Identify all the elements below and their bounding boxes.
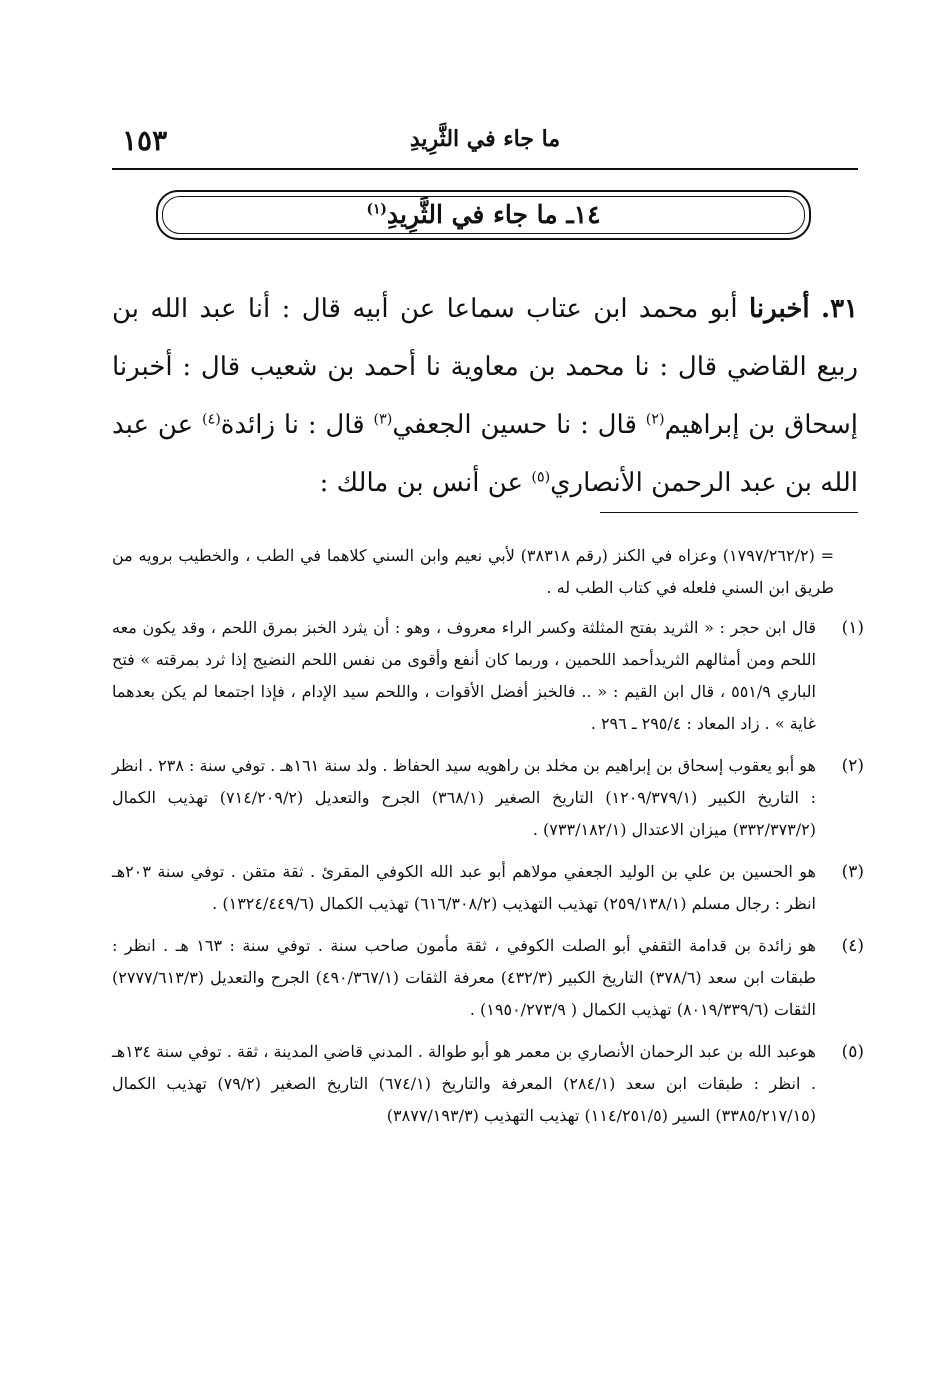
hadith-lead-word: أخبرنا <box>748 294 810 324</box>
footnote-ref-3: (٣) <box>373 411 393 428</box>
footnote-ref-2: (٢) <box>645 411 665 428</box>
footnote-continuation: = (١٧٩٧/٢٦٢/٢) وعزاه في الكنز (رقم ٣٨٣١٨) لأبي نعيم وابن السني كلاهما في الطب ، والخطيب برويه من طريق ابن السني فلعله في كتاب الطب له . <box>112 546 834 597</box>
footnote-text: هو الحسين بن علي بن الوليد الجعفي مولاهم أبو عبد الله الكوفي المقرئ . ثقة متقن . توفي سنة ٢٠٣هـ انظر : رجال مسلم (٢٥٩/١٣٨/١) تهذيب التهذيب (٦١٦/٣٠٨/٢) تهذيب الكمال (١٣٢٤/٤٤٩/٦) . <box>112 862 816 913</box>
chapter-title-box <box>156 190 811 240</box>
hadith-part: عن أنس بن مالك : <box>319 468 532 498</box>
hadith-part: أبو محمد ابن عتاب سماعا عن أبيه قال : أنا عبد الله بن ربيع القاضي قال : نا محمد بن معاوية نا أحمد بن شعيب قال : أخبرنا إسحاق بن إبراهيم <box>112 294 858 440</box>
hadith-number: ٣١. <box>821 294 858 324</box>
footnote-text: هو زائدة بن قدامة الثقفي أبو الصلت الكوفي ، ثقة مأمون صاحب سنة . توفي سنة : ١٦٣ هـ . انظر : طبقات ابن سعد (٣٧٨/٦) التاريخ الكبير (٤٣٢/٣) معرفة الثقات (٤٩٠/٣٦٧/١) الجرح والتعديل (٢٧٧٧/٦١٣/٣) الثقات (٨٠١٩/٣٣٩/٦) تهذيب الكمال ( ١٩٥٠/٢٧٣/٩) . <box>112 936 817 1019</box>
chapter-title-text: ١٤ـ ما جاء في الثَّرِيدِ <box>386 200 601 229</box>
chapter-title <box>366 200 600 229</box>
footnote-item <box>112 930 862 1026</box>
footnotes <box>112 540 862 1142</box>
header-divider <box>112 168 858 170</box>
footnote-text: هو أبو يعقوب إسحاق بن إبراهيم بن مخلد بن راهويه سيد الحفاظ . ولد سنة ١٦١هـ . توفي سنة : ٢٣٨ . انظر : التاريخ الكبير (١٢٠٩/٣٧٩/١) التاريخ الصغير (٣٦٨/١) الجرح والتعديل (٧١٤/٢٠٩/٢) تهذيب الكمال (٣٣٢/٣٧٣/٢) ميزان الاعتدال (٧٣٣/١٨٢/١) . <box>112 756 817 839</box>
running-title: ما جاء في الثَّرِيدِ <box>409 126 561 152</box>
footnote-number: (٢) <box>841 756 864 776</box>
footnote-number: (٥) <box>841 1042 864 1062</box>
footnote-item <box>112 856 862 920</box>
footnote-text: هوعبد الله بن عبد الرحمان الأنصاري بن معمر هو أبو طوالة . المدني قاضي المدينة ، ثقة . توفي سنة ١٣٤هـ . انظر : طبقات ابن سعد (٢٨٤/١) المعرفة والتاريخ (٦٧٤/١) التاريخ الصغير (٧٩/٢) تهذيب الكمال (٣٣٨٥/٢١٧/١٥) السير (١١٤/٢٥١/٥) تهذيب التهذيب (٣٨٧٧/١٩٣/٣) <box>112 1042 817 1125</box>
footnote-item <box>112 750 862 846</box>
footnote-divider <box>600 512 858 513</box>
running-header <box>112 122 858 164</box>
footnote-item <box>112 1036 862 1132</box>
footnote-number: (١) <box>841 618 864 638</box>
hadith-part: قال : نا حسين الجعفي <box>392 410 646 440</box>
footnote-number: (٤) <box>841 936 864 956</box>
hadith-text <box>112 280 858 512</box>
footnote-number: (٣) <box>841 862 864 882</box>
page-number: ١٥٣ <box>122 124 168 157</box>
footnote-ref-1: (١) <box>366 201 387 218</box>
hadith-part: عن عبد الله بن عبد الرحمن الأنصاري <box>112 410 858 498</box>
footnote-text: قال ابن حجر : « الثريد بفتح المثلثة وكسر الراء معروف ، وهو : أن يثرد الخبز بمرق اللحم ، وقد يكون معه اللحم ومن أمثالهم الثريدأحمد اللحمين ، وربما كان أنفع وأقوى من نفس اللحم النضيج إذا ثرد بمرقته » فتح الباري ٥٥١/٩ ، قال ابن القيم : « .. فالخبز أفضل الأقوات ، واللحم سيد الإدام ، فإذا اجتمعا لم يكن بعدهما غاية » . زاد المعاد : ٢٩٥/٤ ـ ٢٩٦ . <box>112 618 817 733</box>
footnote-item <box>112 612 862 740</box>
hadith-part: قال : نا زائدة <box>220 410 374 440</box>
footnote-ref-5: (٥) <box>531 469 551 486</box>
footnote-ref-4: (٤) <box>201 411 221 428</box>
